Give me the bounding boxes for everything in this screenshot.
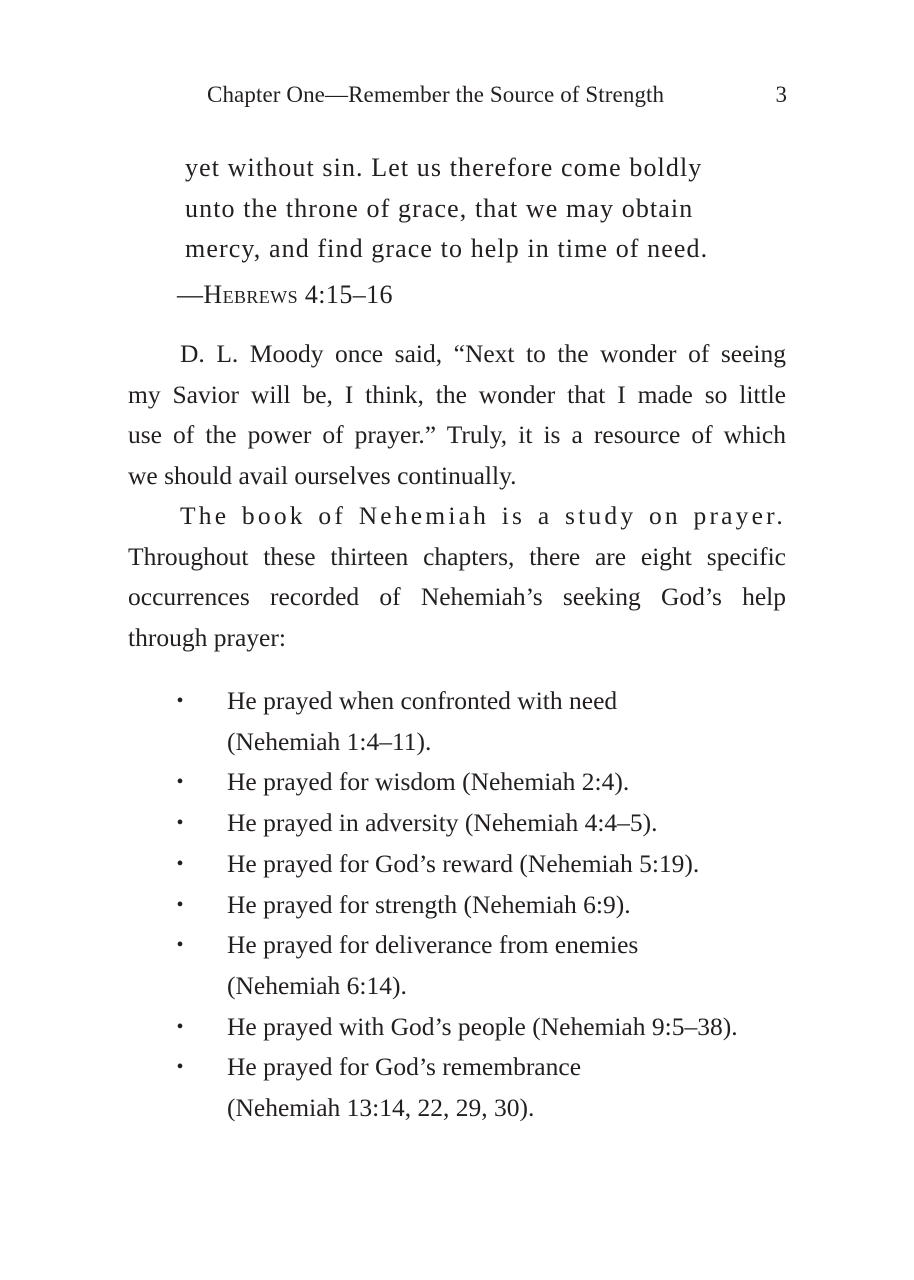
citation-reference: 4:15–16 [298, 280, 393, 309]
paragraph-line: The book of Nehemiah is a study on prayer. [180, 501, 786, 530]
bullet-icon: • [176, 852, 184, 875]
list-item [170, 885, 790, 926]
paragraph-line: occurrences recorded of Nehemiah’s seeking God’s help [128, 582, 786, 612]
prayer-occurrences-list [170, 681, 790, 1129]
bullet-icon: • [176, 771, 184, 794]
epigraph-quote [177, 148, 745, 309]
paragraph-line: Throughout these thirteen chapters, there are eight specific [128, 541, 786, 571]
list-item-text: (Nehemiah 6:14). [227, 970, 407, 1000]
bullet-icon: • [176, 934, 184, 957]
paragraph-line: through prayer: [128, 623, 286, 653]
list-item-text: He prayed for deliverance from enemies [227, 930, 639, 960]
bullet-icon: • [176, 893, 184, 916]
bullet-icon: • [176, 812, 184, 835]
bullet-icon: • [176, 1056, 184, 1079]
list-item-text: He prayed for wisdom (Nehemiah 2:4). [227, 767, 630, 797]
paragraph-nehemiah-study [128, 496, 786, 659]
citation-dash: — [177, 280, 204, 309]
list-item [170, 1047, 790, 1128]
list-item-text: He prayed when confronted with need [227, 686, 618, 715]
page-number: 3 [775, 82, 787, 107]
paragraph-line: D. L. Moody once said, “Next to the wonder of seeing [180, 339, 786, 368]
list-item-text: (Nehemiah 13:14, 22, 29, 30). [227, 1093, 535, 1123]
epigraph-line: unto the throne of grace, that we may obtain [185, 193, 694, 223]
list-item-text: He prayed for God’s remembrance [227, 1052, 582, 1082]
list-item [170, 844, 790, 885]
running-title: Chapter One—Remember the Source of Strength [207, 82, 665, 107]
list-item [170, 762, 790, 803]
list-item-text: He prayed for God’s reward (Nehemiah 5:19). [227, 848, 700, 878]
list-item-text: (Nehemiah 1:4–11). [227, 726, 432, 756]
list-item [170, 803, 790, 844]
list-item [170, 925, 790, 1006]
bullet-icon: • [176, 1015, 184, 1038]
paragraph-line: we should avail ourselves continually. [128, 461, 517, 491]
list-item-text: He prayed with God’s people (Nehemiah 9:5–38). [227, 1011, 738, 1041]
epigraph-citation [177, 275, 393, 316]
epigraph-line: mercy, and find grace to help in time of need. [185, 234, 709, 263]
epigraph-line: yet without sin. Let us therefore come boldly [185, 153, 703, 182]
list-item-text: He prayed for strength (Nehemiah 6:9). [227, 889, 631, 919]
list-item-text: He prayed in adversity (Nehemiah 4:4–5). [227, 808, 658, 838]
list-item [170, 1007, 790, 1048]
paragraph-moody-quote [128, 334, 786, 497]
paragraph-line: use of the power of prayer.” Truly, it is a resource of which [128, 420, 786, 450]
bullet-icon: • [176, 690, 184, 712]
paragraph-line: my Savior will be, I think, the wonder that I made so little [128, 379, 786, 409]
list-item [170, 681, 790, 762]
running-head [207, 80, 787, 110]
citation-book: Hebrews [203, 280, 298, 309]
